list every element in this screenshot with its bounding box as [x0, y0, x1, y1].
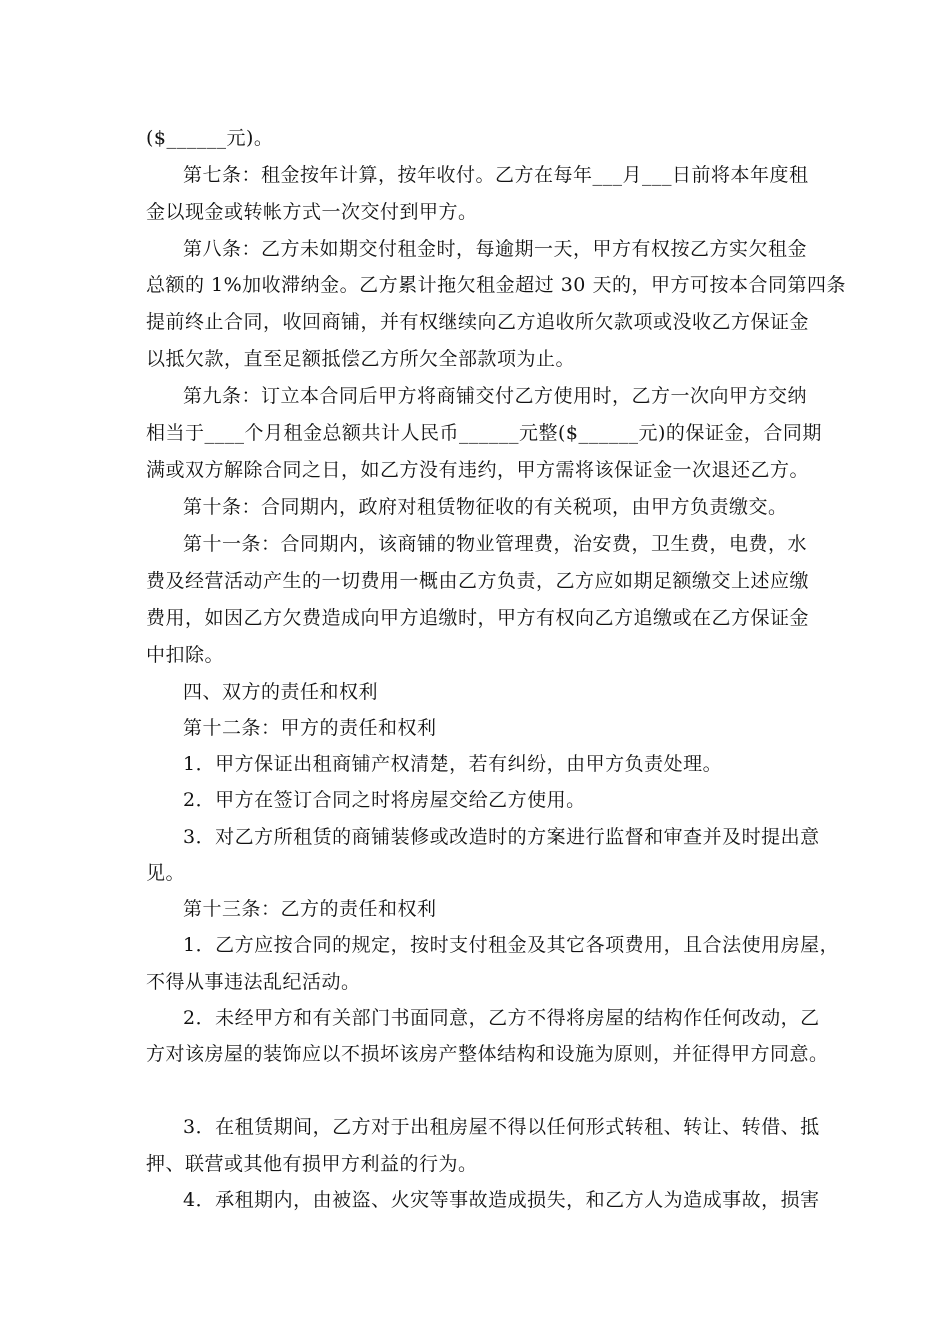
- text-line: 以抵欠款，直至足额抵偿乙方所欠全部款项为止。: [146, 348, 576, 370]
- section-heading: 四、双方的责任和权利: [183, 681, 379, 703]
- text-line: 费及经营活动产生的一切费用一概由乙方负责，乙方应如期足额缴交上述应缴: [146, 570, 810, 592]
- text-line: 中扣除。: [146, 644, 225, 666]
- article-12-heading: 第十二条：甲方的责任和权利: [183, 717, 437, 739]
- text-line: 方对该房屋的装饰应以不损坏该房产整体结构和设施为原则，并征得甲方同意。: [146, 1043, 829, 1065]
- list-item: 3．对乙方所租赁的商铺装修或改造时的方案进行监督和审查并及时提出意: [183, 826, 820, 848]
- article-8-line: 第八条：乙方未如期交付租金时，每逾期一天，甲方有权按乙方实欠租金: [183, 238, 808, 260]
- text-line: 押、联营或其他有损甲方利益的行为。: [146, 1153, 478, 1175]
- text-line: 总额的 1%加收滞纳金。乙方累计拖欠租金超过 30 天的，甲方可按本合同第四条: [146, 274, 846, 296]
- text-line: 相当于____个月租金总额共计人民币______元整($______元)的保证金，合同期: [146, 422, 822, 444]
- list-item: 4．承租期内，由被盗、火灾等事故造成损失，和乙方人为造成事故，损害: [183, 1189, 820, 1211]
- article-10-line: 第十条：合同期内，政府对租赁物征收的有关税项，由甲方负责缴交。: [183, 496, 788, 518]
- list-item: 2．甲方在签订合同之时将房屋交给乙方使用。: [183, 789, 586, 811]
- text-line: 见。: [146, 862, 186, 884]
- list-item: 3．在租赁期间，乙方对于出租房屋不得以任何形式转租、转让、转借、抵: [183, 1116, 820, 1138]
- article-7-line: 第七条：租金按年计算，按年收付。乙方在每年___月___日前将本年度租: [183, 164, 809, 186]
- article-11-line: 第十一条：合同期内，该商铺的物业管理费，治安费，卫生费，电费，水: [183, 533, 808, 555]
- text-line: 满或双方解除合同之日，如乙方没有违约，甲方需将该保证金一次退还乙方。: [146, 459, 810, 481]
- text-line: 金以现金或转帐方式一次交付到甲方。: [146, 201, 478, 223]
- list-item: 1．乙方应按合同的规定，按时支付租金及其它各项费用，且合法使用房屋，: [183, 934, 840, 956]
- article-9-line: 第九条：订立本合同后甲方将商铺交付乙方使用时，乙方一次向甲方交纳: [183, 385, 808, 407]
- article-13-heading: 第十三条：乙方的责任和权利: [183, 898, 437, 920]
- list-item: 1．甲方保证出租商铺产权清楚，若有纠纷，由甲方负责处理。: [183, 753, 723, 775]
- text-line: 提前终止合同，收回商铺，并有权继续向乙方追收所欠款项或没收乙方保证金: [146, 311, 810, 333]
- list-item: 2．未经甲方和有关部门书面同意，乙方不得将房屋的结构作任何改动，乙: [183, 1007, 820, 1029]
- text-line: ($______元)。: [146, 127, 274, 149]
- text-line: 不得从事违法乱纪活动。: [146, 971, 361, 993]
- text-line: 费用，如因乙方欠费造成向甲方追缴时，甲方有权向乙方追缴或在乙方保证金: [146, 607, 810, 629]
